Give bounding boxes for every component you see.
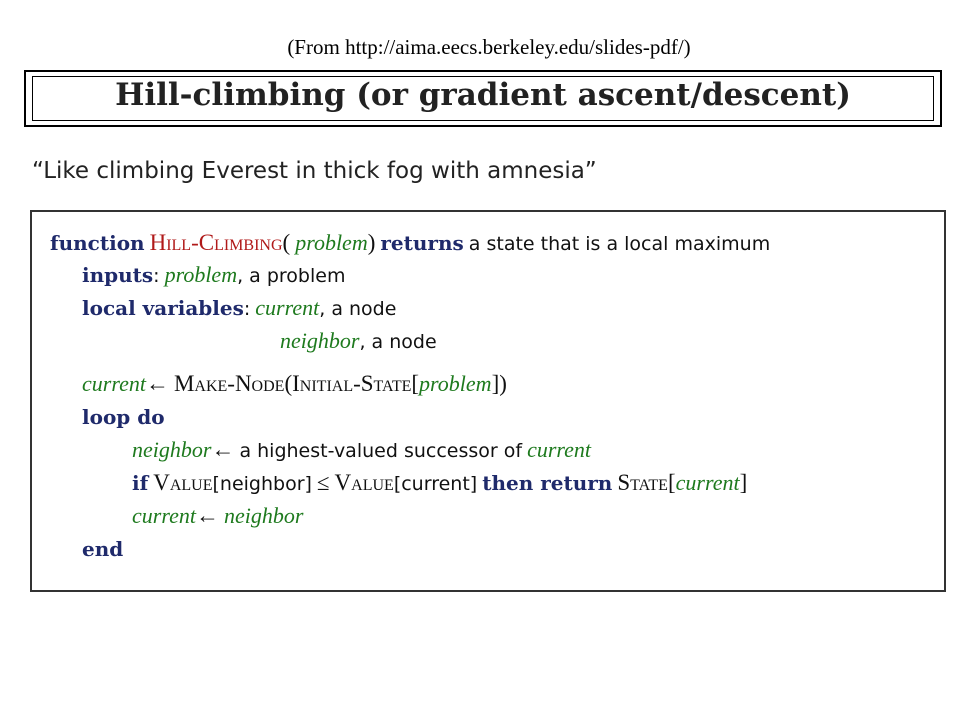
quote-text: “Like climbing Everest in thick fog with amnesia” [32,158,597,184]
close-bracket: ] [739,470,748,495]
func-make-node: Make-Node [173,371,285,396]
local-var-description: , a node [319,298,397,320]
assign-arrow: ← [211,437,235,462]
keyword-function: function [50,231,145,255]
func-initial-state: Initial-State [292,371,412,396]
keyword-local-variables: local variables [82,296,244,320]
param-problem: problem [295,230,368,255]
close-paren: ) [367,230,376,255]
var-current: current [82,371,146,396]
algo-line-4 [280,327,437,356]
title-frame [24,70,942,127]
func-value: Value [334,470,394,495]
var-current: current [132,503,196,528]
var-neighbor: neighbor [223,503,304,528]
algo-line-9 [132,502,303,531]
keyword-end: end [82,537,124,561]
colon: : [243,298,251,320]
algo-line-5 [82,370,507,399]
arg-neighbor: [neighbor] [212,473,312,495]
function-name: Hill-Climbing [149,230,283,255]
algo-line-7 [132,436,591,465]
successor-description: a highest-valued successor of [239,440,523,462]
open-paren: ( [284,371,293,396]
leq-symbol: ≤ [316,470,330,495]
arg-current: current [675,470,740,495]
algo-line-10 [82,535,123,564]
algo-line-6 [82,403,165,432]
keyword-then-return: then return [482,471,613,495]
arg-current: [current] [393,473,478,495]
keyword-returns: returns [380,231,464,255]
input-problem: problem [164,262,238,287]
algo-line-2 [82,261,345,290]
algorithm-box [30,210,946,592]
keyword-if: if [132,471,149,495]
algo-line-8 [132,469,747,498]
func-value: Value [153,470,213,495]
arg-problem: problem [419,371,492,396]
keyword-inputs: inputs [82,263,154,287]
open-paren: ( [282,230,291,255]
algo-line-3 [82,294,396,323]
return-description: a state that is a local maximum [468,233,771,255]
var-neighbor: neighbor [132,437,212,462]
local-var-description: , a node [359,331,437,353]
local-var-current: current [255,295,320,320]
algo-line-1 [50,229,770,258]
func-state: State [617,470,668,495]
keyword-loop-do: loop do [82,405,165,429]
var-current: current [527,437,592,462]
close-brackets: ]) [491,371,507,396]
colon: : [153,265,160,287]
input-description: , a problem [237,265,346,287]
slide-title: Hill-climbing (or gradient ascent/descent) [115,77,851,113]
source-caption: (From http://aima.eecs.berkeley.edu/slides-pdf/) [287,35,691,59]
assign-arrow: ← [145,371,169,396]
open-bracket: [ [667,470,676,495]
assign-arrow: ← [195,503,219,528]
open-bracket: [ [411,371,420,396]
local-var-neighbor: neighbor [280,328,360,353]
